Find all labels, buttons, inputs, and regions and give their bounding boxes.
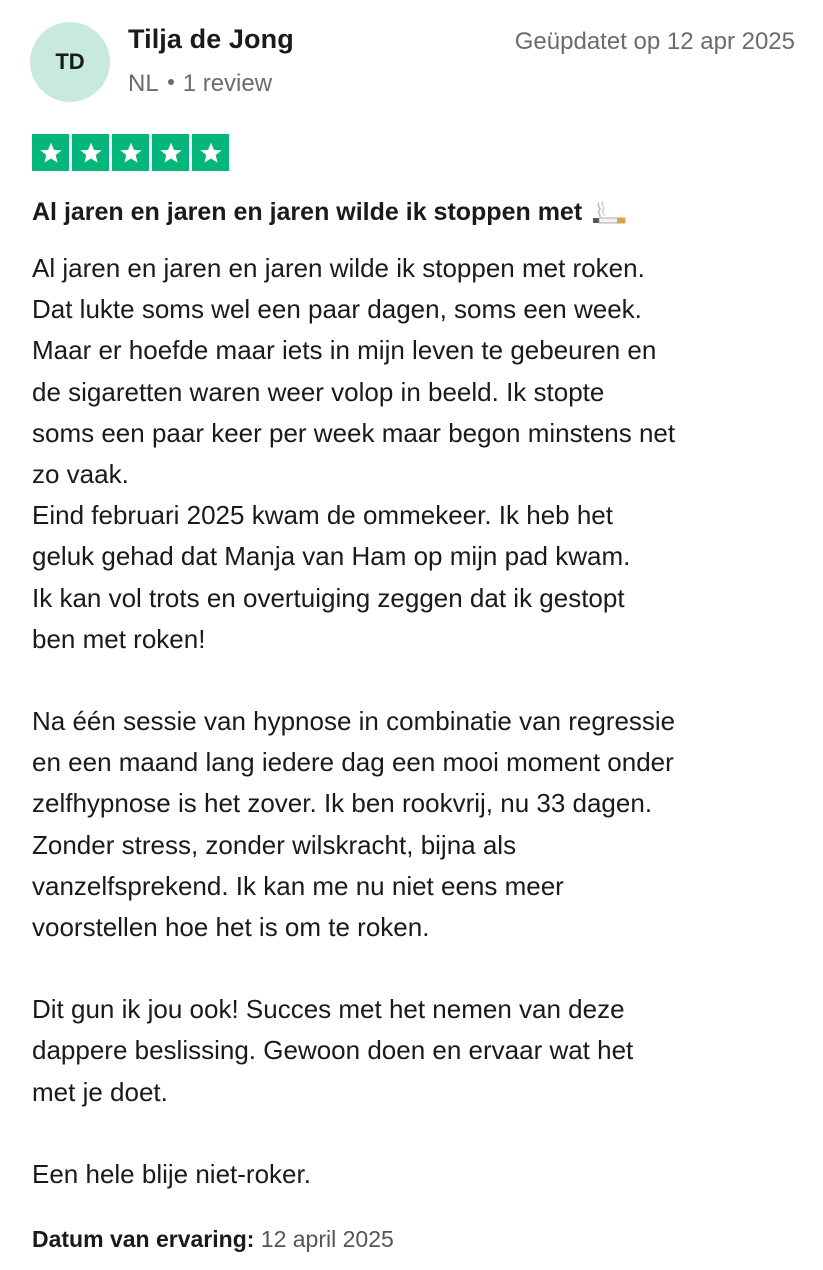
star-icon [152, 134, 189, 171]
review-title-text: Al jaren en jaren en jaren wilde ik stoppen met [32, 198, 583, 226]
star-icon [112, 134, 149, 171]
review-paragraph: Dit gun ik jou ook! Succes met het nemen van deze dappere beslissing. Gewoon doen en ervaar wat het met je doet. [32, 994, 634, 1107]
review-body [32, 248, 802, 1195]
meta-separator-dot [168, 79, 174, 85]
review-paragraph: Na één sessie van hypnose in combinatie van regressie en een maand lang iedere dag een mooi moment onder zelfhypnose is het zover. Ik ben rookvrij, nu 33 dagen. Zonder stress, zonder wilskracht, bijna als vanzelfsprekend. Ik kan me nu niet eens meer voorstellen hoe het is om te roken. [32, 706, 676, 943]
avatar[interactable] [30, 22, 110, 102]
review-title[interactable] [32, 196, 630, 229]
updated-date: Geüpdatet op 12 apr 2025 [514, 28, 795, 55]
review-paragraph: Al jaren en jaren en jaren wilde ik stoppen met roken. Dat lukte soms wel een paar dagen, soms een week. Maar er hoefde maar iets in mijn leven te gebeuren en de sigaretten waren weer volop in beeld. Ik stopte soms een paar keer per week maar begon minstens net zo vaak. Eind februari 2025 kwam de ommekeer. Ik heb het geluk gehad dat Manja van Ham op mijn pad kwam. Ik kan vol trots en overtuiging zeggen dat ik gestopt ben met roken! [32, 253, 676, 654]
star-icon [32, 134, 69, 171]
avatar-initials: TD [55, 49, 85, 74]
reviewer-meta [128, 70, 272, 98]
reviewer-review-count: 1 review [182, 70, 273, 97]
star-icon [192, 134, 229, 171]
experience-date-label: Datum van ervaring: [32, 1226, 255, 1252]
cigarette-icon [590, 200, 630, 233]
star-rating [32, 134, 229, 171]
experience-date [32, 1226, 394, 1253]
reviewer-country: NL [128, 70, 159, 97]
experience-date-value: 12 april 2025 [260, 1226, 394, 1252]
reviewer-name[interactable]: Tilja de Jong [128, 24, 294, 54]
star-icon [72, 134, 109, 171]
review-paragraph: Een hele blije niet-roker. [32, 1158, 311, 1189]
